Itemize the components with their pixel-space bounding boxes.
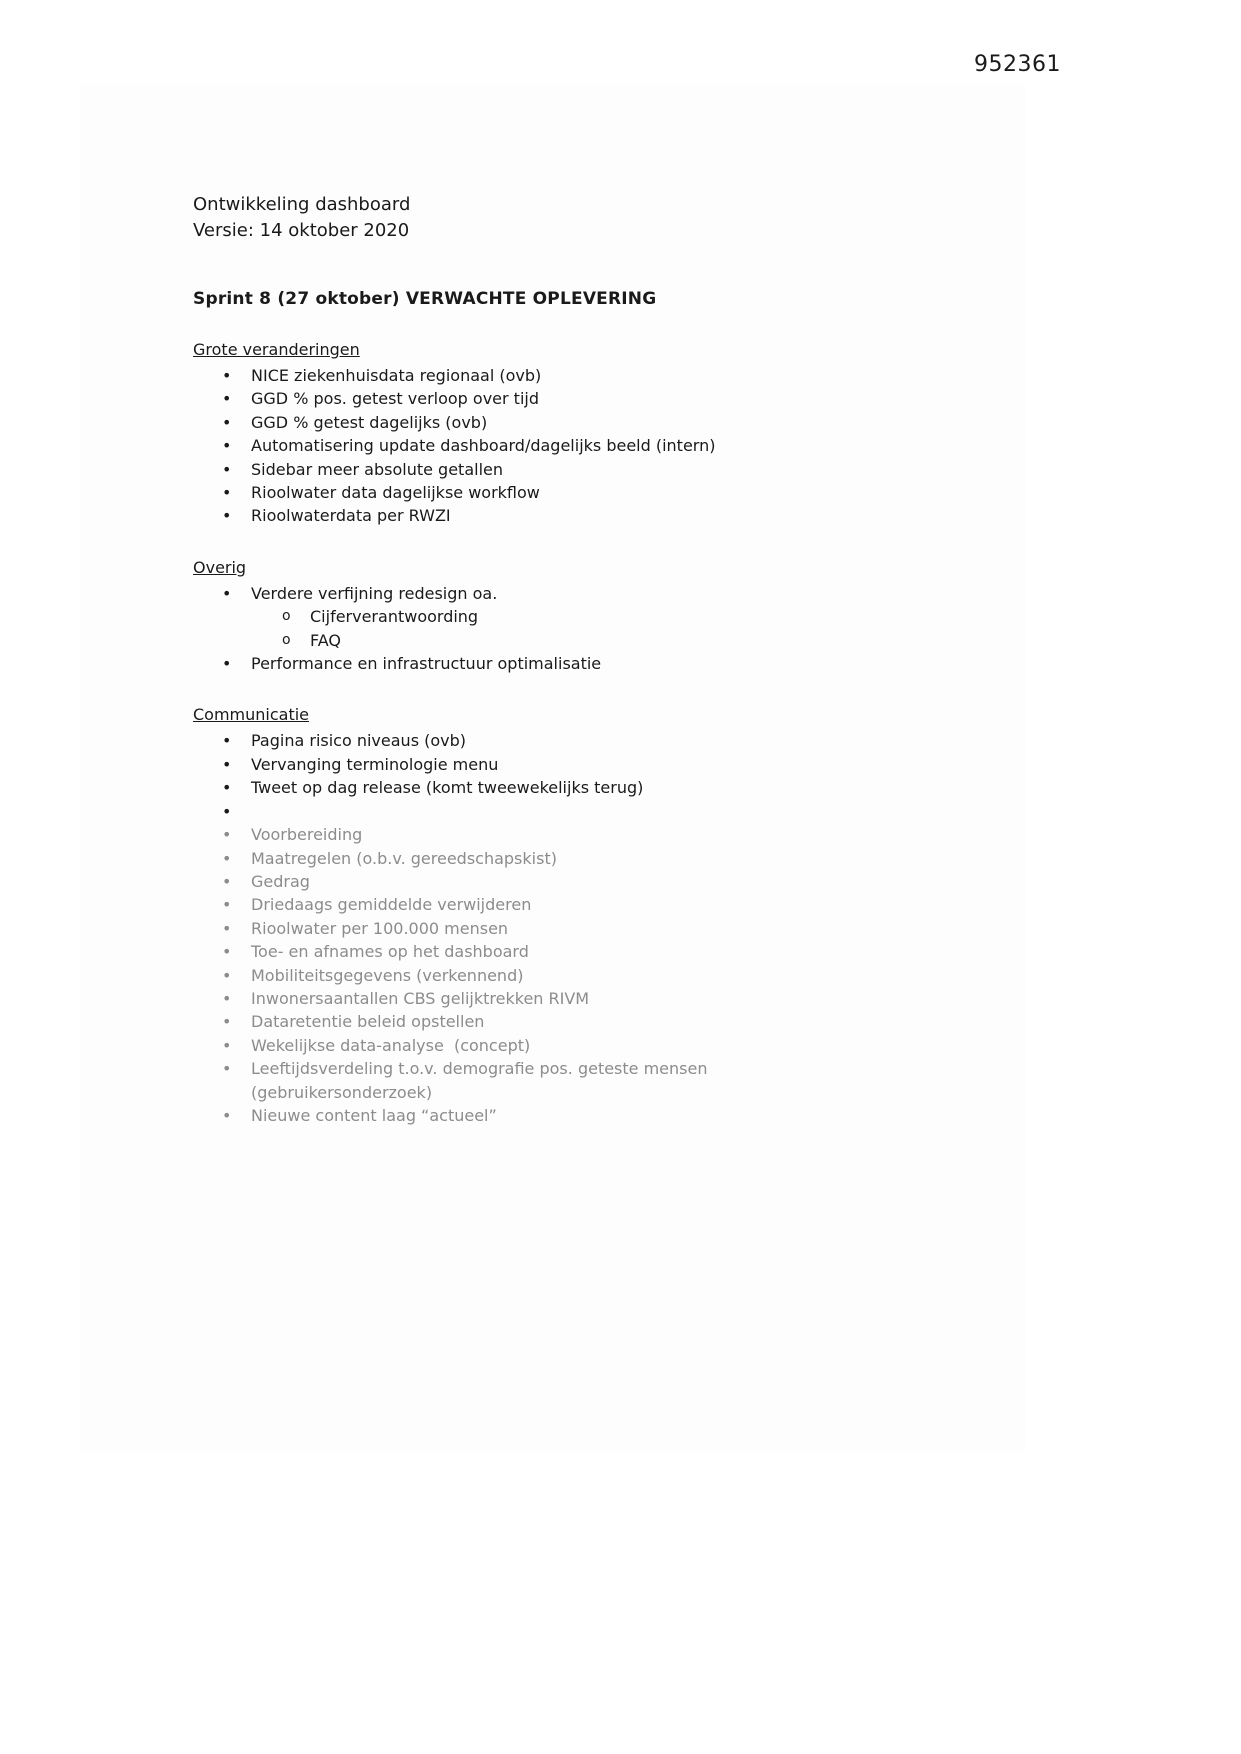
bullet-icon: • xyxy=(222,459,232,479)
bullet-icon: • xyxy=(222,389,232,409)
bullet-icon: • xyxy=(222,483,232,503)
list-item-text: Automatisering update dashboard/dagelijks beeld (intern) xyxy=(251,436,716,456)
bullet-list xyxy=(193,729,805,1127)
page-number: 952361 xyxy=(974,52,1061,77)
list-item-text: Rioolwater data dagelijkse workflow xyxy=(251,483,540,503)
bullet-icon: • xyxy=(222,754,232,774)
list-item xyxy=(193,364,805,387)
list-item-text: Pagina risico niveaus (ovb) xyxy=(251,731,467,751)
list-item-text: Maatregelen (o.b.v. gereedschapskist) xyxy=(251,848,557,868)
list-item-text: Voorbereiding xyxy=(251,825,363,845)
list-item xyxy=(193,582,805,605)
list-item-text: Gedrag xyxy=(251,871,310,891)
list-item-text: Toe- en afnames op het dashboard xyxy=(251,942,529,962)
bullet-icon: • xyxy=(222,654,232,674)
list-item xyxy=(193,387,805,410)
bullet-list xyxy=(193,364,805,528)
bullet-icon: • xyxy=(222,895,232,915)
bullet-icon: • xyxy=(222,988,232,1008)
list-item xyxy=(193,1010,805,1033)
list-item-text: Vervanging terminologie menu xyxy=(251,754,499,774)
bullet-icon: • xyxy=(222,918,232,938)
list-item xyxy=(193,458,805,481)
bullet-icon: • xyxy=(222,1035,232,1055)
sprint-heading: Sprint 8 (27 oktober) VERWACHTE OPLEVERING xyxy=(193,289,657,309)
list-item-text: Inwonersaantallen CBS gelijktrekken RIVM xyxy=(251,988,590,1008)
list-item xyxy=(193,776,805,799)
list-item xyxy=(193,1057,805,1104)
list-item-text: Rioolwater per 100.000 mensen xyxy=(251,918,509,938)
bullet-icon: • xyxy=(222,506,232,526)
list-item-text: Nieuwe content laag “actueel” xyxy=(251,1105,497,1125)
bullet-icon: • xyxy=(222,825,232,845)
circle-bullet-icon: o xyxy=(282,608,291,625)
circle-bullet-icon: o xyxy=(282,631,291,648)
list-item xyxy=(193,1104,805,1127)
bullet-icon: • xyxy=(222,1012,232,1032)
list-item xyxy=(193,847,805,870)
document-content xyxy=(193,192,805,1127)
list-item-text: GGD % getest dagelijks (ovb) xyxy=(251,412,488,432)
list-item xyxy=(193,652,805,675)
list-subitem xyxy=(193,605,805,628)
bullet-icon: • xyxy=(222,848,232,868)
list-item-text: Tweet op dag release (komt tweewekelijks terug) xyxy=(251,778,644,798)
list-item-text: Mobiliteitsgegevens (verkennend) xyxy=(251,965,524,985)
list-item xyxy=(193,893,805,916)
bullet-icon: • xyxy=(222,942,232,962)
list-item xyxy=(193,940,805,963)
bullet-icon: • xyxy=(222,778,232,798)
bullet-icon: • xyxy=(222,801,232,821)
list-item xyxy=(193,823,805,846)
bullet-icon: • xyxy=(222,965,232,985)
list-item-text: Wekelijkse data-analyse (concept) xyxy=(251,1035,531,1055)
list-item-text: NICE ziekenhuisdata regionaal (ovb) xyxy=(251,366,542,385)
bullet-icon: • xyxy=(222,366,232,385)
bullet-list xyxy=(193,582,805,676)
list-item-text: Leeftijdsverdeling t.o.v. demografie pos. geteste mensen (gebruikersonderzoek) xyxy=(251,1059,713,1102)
list-item xyxy=(193,870,805,893)
bullet-icon: • xyxy=(222,412,232,432)
list-item xyxy=(193,411,805,434)
list-item-text: Performance en infrastructuur optimalisatie xyxy=(251,654,602,674)
section-title: Grote veranderingen xyxy=(193,340,360,359)
list-item-text: FAQ xyxy=(310,630,341,650)
list-item xyxy=(193,481,805,504)
document-title: Ontwikkeling dashboard xyxy=(193,194,411,215)
list-item xyxy=(193,729,805,752)
section-overig xyxy=(193,557,805,676)
section-communicatie xyxy=(193,704,805,1127)
list-subitem xyxy=(193,629,805,652)
list-item-text: Verdere verfijning redesign oa. xyxy=(251,583,498,603)
list-item xyxy=(193,753,805,776)
list-item-empty xyxy=(193,800,805,823)
list-item xyxy=(193,964,805,987)
list-item-text: Rioolwaterdata per RWZI xyxy=(251,506,451,526)
list-item xyxy=(193,504,805,527)
bullet-icon: • xyxy=(222,1059,232,1079)
bullet-icon: • xyxy=(222,436,232,456)
bullet-icon: • xyxy=(222,583,232,603)
list-item-text: Sidebar meer absolute getallen xyxy=(251,459,503,479)
list-item-text: Cijferverantwoording xyxy=(310,607,479,627)
bullet-icon: • xyxy=(222,1105,232,1125)
list-item-text: Dataretentie beleid opstellen xyxy=(251,1012,485,1032)
list-item xyxy=(193,917,805,940)
list-item xyxy=(193,434,805,457)
list-item xyxy=(193,987,805,1010)
list-item-text: GGD % pos. getest verloop over tijd xyxy=(251,389,539,409)
section-title: Communicatie xyxy=(193,705,310,725)
section-grote-veranderingen xyxy=(193,339,805,528)
bullet-icon: • xyxy=(222,731,232,751)
list-item xyxy=(193,1034,805,1057)
list-item-text: Driedaags gemiddelde verwijderen xyxy=(251,895,532,915)
document-version: Versie: 14 oktober 2020 xyxy=(193,220,410,241)
section-title: Overig xyxy=(193,557,247,577)
bullet-icon: • xyxy=(222,871,232,891)
